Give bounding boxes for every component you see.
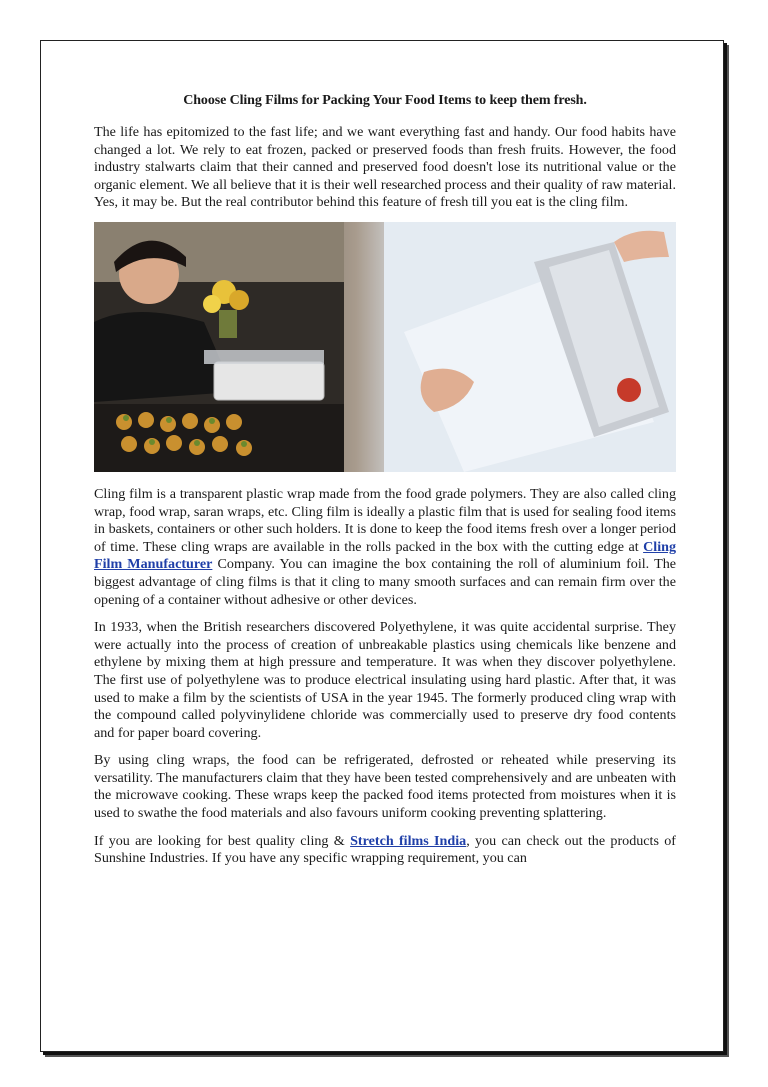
- paragraph-definition-text-2: Company. You can imagine the box containing the roll of aluminium foil. The biggest advantage of cling films is that it cling to many smooth surfaces and can remain firm over the opening of a container without adhesive or other devices.: [94, 556, 676, 608]
- document-body: [94, 92, 676, 878]
- cling-film-photo: [94, 222, 676, 472]
- paragraph-contact-text-2: , you can check out the products of Sunshine Industries. If you have any specific wrapping requirement, you can: [94, 832, 676, 867]
- paragraph-contact: [94, 833, 676, 868]
- stretch-films-india-link[interactable]: Stretch films India: [350, 832, 467, 849]
- paragraph-benefits: By using cling wraps, the food can be refrigerated, defrosted or reheated while preserving its versatility. The manufacturers claim that they have been tested comprehensively and are unbeaten with the microwave cooking. These wraps keep the packed food items protected from moistures when it is used to swathe the food materials and also favours uniform cooking preventing splattering.: [94, 752, 676, 822]
- document-title: Choose Cling Films for Packing Your Food Items to keep them fresh.: [183, 93, 587, 108]
- paragraph-definition: [94, 486, 676, 609]
- cling-film-manufacturer-link[interactable]: Cling Film Manufacturer: [94, 538, 676, 573]
- photo-illustration: [94, 222, 676, 472]
- paragraph-history: In 1933, when the British researchers discovered Polyethylene, it was quite accidental surprise. They were actually into the process of creation of unbreakable plastics using chemicals like benzene and ethylene by mixing them at high pressure and temperature. It was when they discover polyethylene. The first use of polyethylene was to produce electrical insulating using hard plastic. After that, it was used to make a film by the scientists of USA in the year 1945. The formerly produced cling wrap with the compound called polyvinylidene chloride was commercially used to preserve dry food contents and for paper board covering.: [94, 619, 676, 741]
- cling-film-dispenser: [214, 362, 324, 400]
- paragraph-intro: The life has epitomized to the fast life; and we want everything fast and handy. Our food habits have changed a lot. We rely to eat frozen, packed or preserved foods than fresh fruits. However, the food industry stalwarts claim that their canned and preserved food doesn't lose its nutritional value or the organic element. We all believe that it is their well researched process and their quality of raw material. Yes, it may be. But the real contributor behind this feature of fresh till you eat is the cling film.: [94, 124, 676, 211]
- paragraph-contact-text-1: If you are looking for best quality cling &: [94, 832, 351, 849]
- paragraph-definition-text-1: Cling film is a transparent plastic wrap made from the food grade polymers. They are also called cling wrap, food wrap, saran wraps, etc. Cling film is ideally a plastic film that is used for sealing food items in baskets, containers or other such holders. It is done to keep the food items fresh over a longer period of time. These cling wraps are available in the rolls packed in the box with the cutting edge at: [94, 485, 676, 555]
